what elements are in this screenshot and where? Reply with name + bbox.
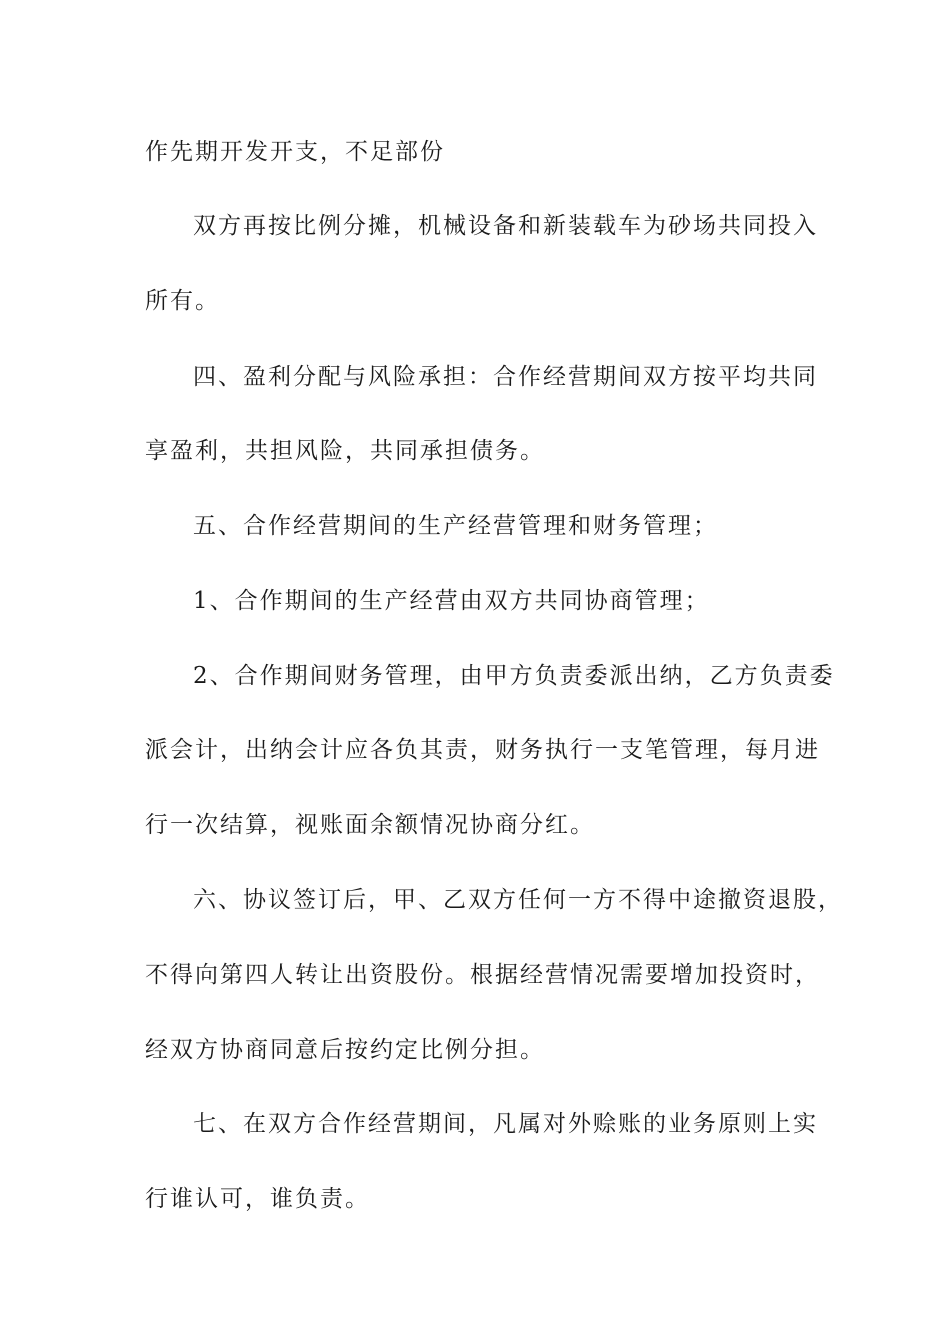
paragraph-line: 四、盈利分配与风险承担：合作经营期间双方按平均共同 xyxy=(193,364,818,390)
text-line: 行一次结算，视账面余额情况协商分红。 xyxy=(145,812,595,838)
text-line: 行谁认可，谁负责。 xyxy=(145,1186,370,1212)
text-line: 不得向第四人转让出资股份。根据经营情况需要增加投资时， xyxy=(145,962,820,988)
paragraph-line: 2、合作期间财务管理，由甲方负责委派出纳，乙方负责委 xyxy=(193,663,835,689)
text-line: 享盈利，共担风险，共同承担债务。 xyxy=(145,438,545,464)
text-line: 作先期开发开支，不足部份 xyxy=(145,139,445,165)
paragraph-line: 1、合作期间的生产经营由双方共同协商管理； xyxy=(193,588,710,614)
paragraph-line: 七、在双方合作经营期间，凡属对外赊账的业务原则上实 xyxy=(193,1111,818,1137)
text-line: 派会计，出纳会计应各负其责，财务执行一支笔管理，每月进 xyxy=(145,737,820,763)
paragraph-line: 六、协议签订后，甲、乙双方任何一方不得中途撤资退股， xyxy=(193,887,843,913)
text-line: 所有。 xyxy=(145,288,220,314)
paragraph-line: 五、合作经营期间的生产经营管理和财务管理； xyxy=(193,513,718,539)
paragraph-line: 双方再按比例分摊，机械设备和新装载车为砂场共同投入 xyxy=(193,213,818,239)
text-line: 经双方协商同意后按约定比例分担。 xyxy=(145,1037,545,1063)
